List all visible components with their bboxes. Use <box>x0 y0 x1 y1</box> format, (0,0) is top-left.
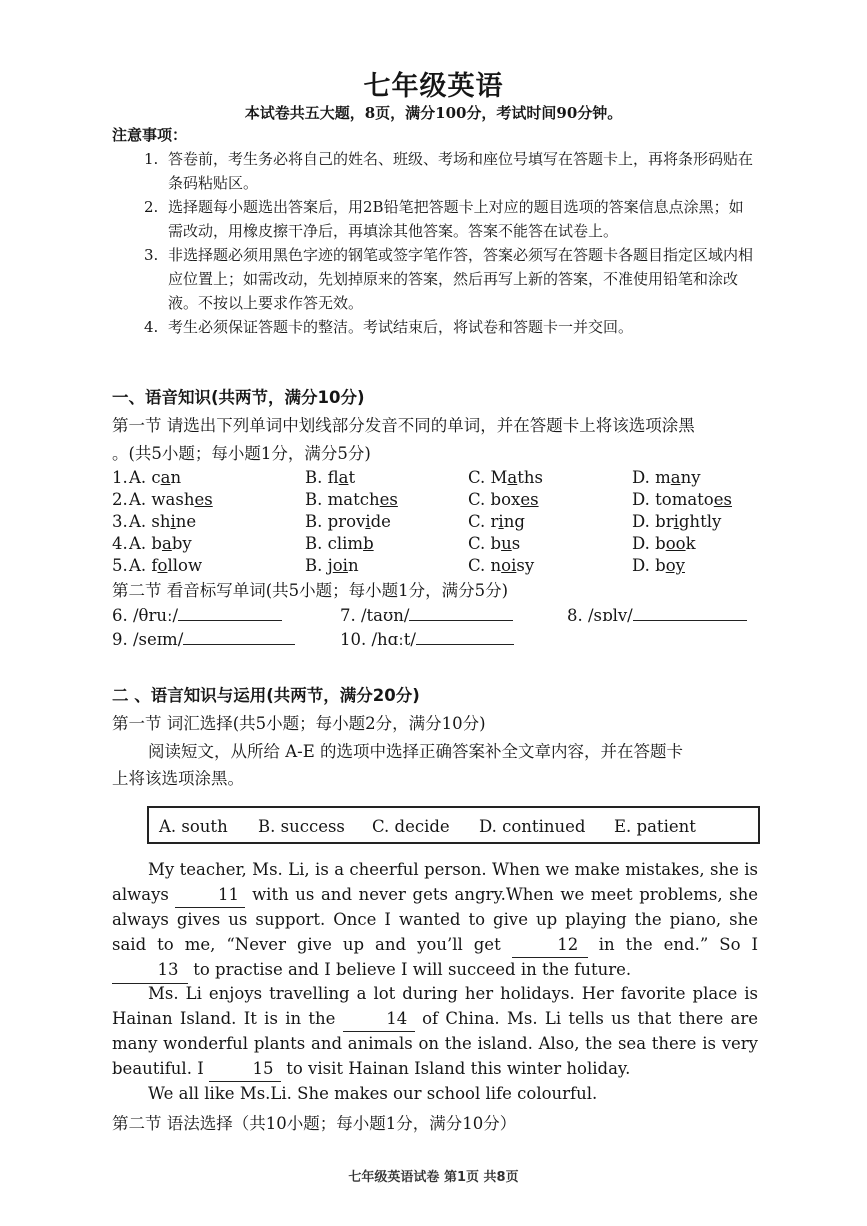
option-text: sy <box>516 556 535 575</box>
underlined-letters: i <box>365 512 371 531</box>
part1-section1-instruction-cont: 。(共5小题；每小题1分，满分5分) <box>112 444 371 463</box>
passage-text: My teacher, Ms. Li, is a cheerful person. When we make mistakes, she is always <box>112 860 758 904</box>
passage-paragraph-3: We all like Ms.Li. She makes our school life colourful. <box>148 1084 598 1103</box>
exam-title: 七年级英语 <box>363 71 504 102</box>
underlined-letters: a <box>160 468 171 487</box>
part1-section1-instruction: 第一节 请选出下列单词中划线部分发音不同的单词，并在答题卡上将该选项涂黑 <box>112 416 695 435</box>
underlined-letters: oy <box>665 556 685 575</box>
option-text: A. wash <box>129 490 195 509</box>
option-text: de <box>370 512 391 531</box>
answer-blank[interactable] <box>183 627 295 645</box>
exam-subtitle: 本试卷共五大题，8页，满分100分，考试时间90分钟。 <box>244 104 623 122</box>
question-option-b[interactable] <box>305 512 391 531</box>
question-option-c[interactable] <box>468 512 525 531</box>
passage-text: in the end.” So I <box>598 934 759 954</box>
question-option-d[interactable] <box>632 534 696 553</box>
option-text: D. tomato <box>632 490 714 509</box>
phonetic-item <box>112 603 282 625</box>
option-text: ne <box>175 512 197 531</box>
underlined-letters: oi <box>332 556 348 575</box>
phonetic-label: 8. /sɒlv/ <box>567 606 633 625</box>
question-option-a[interactable] <box>129 490 213 509</box>
option-text: C. b <box>468 534 502 553</box>
option-text: A. f <box>129 556 158 575</box>
blank-14[interactable]: 14 <box>343 1007 415 1033</box>
option-text: A. b <box>129 534 162 553</box>
part2-instruction: 阅读短文，从所给 A-E 的选项中选择正确答案补全文章内容，并在答题卡 <box>148 742 684 761</box>
option-text: B. fl <box>305 468 339 487</box>
word-options-box <box>147 806 760 844</box>
question-option-b[interactable] <box>305 534 374 553</box>
option-a: A. south <box>159 817 228 836</box>
option-text: ny <box>680 468 701 487</box>
option-text: C. r <box>468 512 499 531</box>
question-number: 2. <box>112 490 128 509</box>
option-text: D. b <box>632 556 666 575</box>
option-text: B. match <box>305 490 380 509</box>
option-text: llow <box>167 556 203 575</box>
option-text: C. n <box>468 556 502 575</box>
question-number: 1. <box>112 468 128 487</box>
option-text: n <box>170 468 182 487</box>
note-text: 考生必须保证答题卡的整洁。考试结束后，将试卷和答题卡一并交回。 <box>168 318 634 336</box>
option-text: B. j <box>305 556 333 575</box>
option-e: E. patient <box>614 817 696 836</box>
question-option-a[interactable] <box>129 556 202 575</box>
option-text: B. prov <box>305 512 366 531</box>
underlined-letters: i <box>498 512 504 531</box>
phonetic-item <box>340 603 513 625</box>
underlined-letters: a <box>507 468 518 487</box>
passage-text: of China. Ms. Li tells us that there are many wonderful plants and animals on the island. Also, the sea there is very beautiful. I <box>112 1008 759 1078</box>
phonetic-label: 10. /hɑːt/ <box>340 630 416 649</box>
note-text: 选择题每小题选出答案后，用2B铅笔把答题卡上对应的题目选项的答案信息点涂黑；如需改动，用橡皮擦干净后，再填涂其他答案。答案不能答在试卷上。 <box>168 198 744 240</box>
part2-section2-heading: 第二节 语法选择（共10小题；每小题1分，满分10分） <box>112 1114 517 1133</box>
underlined-letters: a <box>670 468 681 487</box>
question-option-d[interactable] <box>632 468 701 487</box>
part2-heading: 二 、语言知识与运用(共两节，满分20分) <box>112 686 420 705</box>
note-item <box>144 243 758 315</box>
underlined-letters: u <box>501 534 512 553</box>
option-text: A. sh <box>129 512 171 531</box>
option-text: ths <box>517 468 543 487</box>
underlined-letters: es <box>379 490 398 509</box>
phonetic-label: 7. /taʊn/ <box>340 606 410 625</box>
answer-blank[interactable] <box>633 603 747 621</box>
note-number: 1. <box>144 150 159 168</box>
page-footer: 七年级英语试卷 第1页 共8页 <box>348 1170 519 1185</box>
question-option-d[interactable] <box>632 490 732 509</box>
question-option-a[interactable] <box>129 534 192 553</box>
underlined-letters: a <box>338 468 349 487</box>
question-option-c[interactable] <box>468 556 534 575</box>
option-text: t <box>348 468 356 487</box>
question-option-d[interactable] <box>632 556 685 575</box>
passage-text: Ms. Li enjoys travelling a lot during her holidays. Her favorite place is Hainan Island. It is in the <box>112 984 758 1028</box>
option-d: D. continued <box>479 817 586 836</box>
blank-13[interactable]: 13 <box>112 958 188 984</box>
phonetic-label: 6. /θruː/ <box>112 606 179 625</box>
phonetic-label: 9. /seɪm/ <box>112 630 184 649</box>
question-option-b[interactable] <box>305 468 355 487</box>
question-number: 3. <box>112 512 128 531</box>
option-b: B. success <box>258 817 345 836</box>
option-text: C. box <box>468 490 521 509</box>
passage-text: to visit Hainan Island this winter holiday. <box>286 1058 631 1078</box>
question-number: 5. <box>112 556 128 575</box>
note-number: 3. <box>144 246 159 264</box>
part2-section1-heading: 第一节 词汇选择(共5小题；每小题2分，满分10分) <box>112 714 486 733</box>
option-text: D. br <box>632 512 674 531</box>
part1-section2-heading: 第二节 看音标写单词(共5小题；每小题1分，满分5分) <box>112 581 509 600</box>
note-text: 非选择题必须用黑色字迹的钢笔或签字笔作答，答案必须写在答题卡各题目指定区域内相应位置上；如需改动，先划掉原来的答案，然后再写上新的答案，不准使用铅笔和涂改液。不按以上要求作答无效。 <box>168 246 754 312</box>
question-option-d[interactable] <box>632 512 721 531</box>
question-option-c[interactable] <box>468 490 539 509</box>
answer-blank[interactable] <box>416 627 514 645</box>
underlined-letters: i <box>170 512 176 531</box>
question-option-b[interactable] <box>305 556 359 575</box>
blank-12[interactable]: 12 <box>512 933 588 959</box>
phonetic-item <box>567 603 747 625</box>
question-option-c[interactable] <box>468 468 543 487</box>
option-text: by <box>171 534 192 553</box>
option-c: C. decide <box>372 817 450 836</box>
question-option-c[interactable] <box>468 534 520 553</box>
passage-text: with us and never gets angry.When we meet problems, she always gives us support. Once I wanted to give up playing the piano, she said to me, “Never give up and you’ll get <box>112 884 759 954</box>
part1-heading: 一、语音知识(共两节，满分10分) <box>112 388 365 407</box>
option-text: D. m <box>632 468 671 487</box>
answer-blank[interactable] <box>409 603 513 621</box>
note-item <box>144 315 758 339</box>
note-item <box>144 147 758 195</box>
passage-paragraph-1 <box>112 858 758 984</box>
question-number: 4. <box>112 534 128 553</box>
underlined-letters: b <box>363 534 374 553</box>
blank-15[interactable]: 15 <box>209 1057 281 1083</box>
notes-heading: 注意事项： <box>112 126 188 144</box>
underlined-letters: es <box>713 490 732 509</box>
underlined-letters: a <box>161 534 172 553</box>
note-number: 2. <box>144 198 159 216</box>
phonetic-item <box>112 627 295 649</box>
option-text: D. b <box>632 534 666 553</box>
note-text: 答卷前，考生务必将自己的姓名、班级、考场和座位号填写在答题卡上，再将条形码贴在条码粘贴区。 <box>168 150 754 192</box>
question-option-a[interactable] <box>129 512 196 531</box>
underlined-letters: o <box>157 556 168 575</box>
part2-instruction-cont: 上将该选项涂黑。 <box>112 769 244 788</box>
note-item <box>144 195 758 243</box>
underlined-letters: oo <box>665 534 686 553</box>
option-text: B. clim <box>305 534 364 553</box>
option-text: k <box>685 534 696 553</box>
phonetic-item <box>340 627 514 649</box>
option-text: s <box>511 534 521 553</box>
note-number: 4. <box>144 318 159 336</box>
question-option-b[interactable] <box>305 490 398 509</box>
underlined-letters: es <box>520 490 539 509</box>
underlined-letters: i <box>673 512 679 531</box>
passage-text: to practise and I believe I will succeed in the future. <box>193 960 632 980</box>
question-option-a[interactable] <box>129 468 181 487</box>
blank-11[interactable]: 11 <box>175 883 245 909</box>
answer-blank[interactable] <box>178 603 282 621</box>
underlined-letters: es <box>194 490 213 509</box>
option-text: A. c <box>129 468 161 487</box>
option-text: ghtly <box>678 512 722 531</box>
option-text: ng <box>503 512 525 531</box>
option-text: n <box>347 556 359 575</box>
passage-paragraph-2 <box>112 982 758 1082</box>
option-text: C. M <box>468 468 508 487</box>
underlined-letters: oi <box>501 556 517 575</box>
